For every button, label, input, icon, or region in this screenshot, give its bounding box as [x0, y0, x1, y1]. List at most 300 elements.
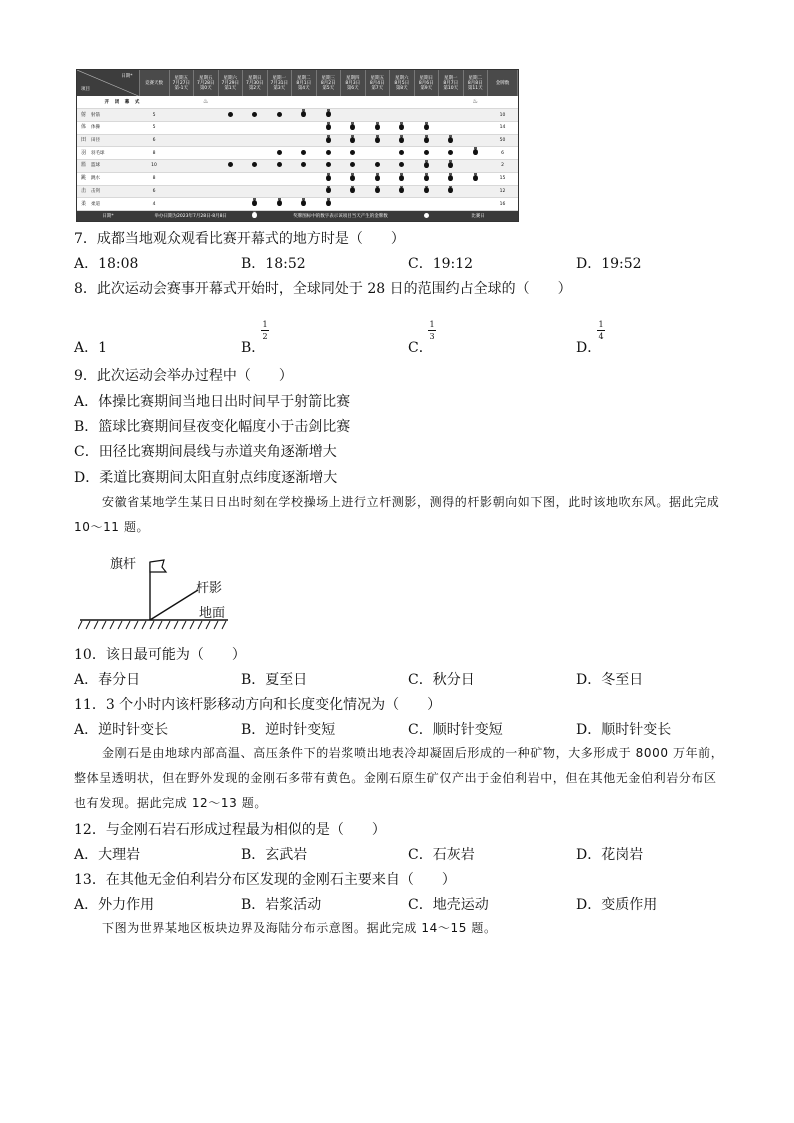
q7-option-b[interactable]: B．18:52 — [241, 256, 306, 272]
sport-icon: 跳 — [81, 175, 87, 182]
date-header-day: 第5天 — [322, 85, 335, 91]
schedule-cell — [390, 121, 415, 134]
q12-option-a[interactable]: A．大理岩 — [74, 847, 141, 863]
sport-medals: 50 — [488, 134, 518, 147]
schedule-cell — [218, 109, 243, 122]
date-header-day: 第9天 — [420, 85, 433, 91]
schedule-cell — [218, 96, 243, 109]
ceremony-icon: ♨ — [203, 98, 209, 106]
sport-medals: 10 — [488, 109, 518, 122]
sport-name-cell — [77, 121, 139, 134]
ground-label: 地面 — [199, 606, 226, 621]
dot-icon — [424, 213, 429, 218]
sport-days: 8 — [139, 172, 169, 185]
date-header-day: 第4天 — [297, 85, 310, 91]
question-7-stem: 7．成都当地观众观看比赛开幕式的地方时是（ ） — [74, 231, 405, 247]
sport-days: 6 — [139, 185, 169, 198]
schedule-cell — [341, 172, 366, 185]
medal-icon — [424, 162, 429, 168]
q8-option-a[interactable]: A．1 — [74, 340, 108, 356]
sport-name-cell — [77, 185, 139, 198]
medal-icon — [473, 175, 478, 181]
schedule-cell — [243, 160, 268, 173]
date-header-date: 8月1日 — [296, 80, 312, 86]
medal-icon — [277, 200, 282, 206]
sport-days: 10 — [139, 160, 169, 173]
sport-medals: 16 — [488, 198, 518, 211]
sport-icon: 射 — [81, 111, 87, 118]
sport-name-cell — [77, 198, 139, 211]
sport-medals: 12 — [488, 185, 518, 198]
medal-icon — [375, 137, 380, 143]
medal-icon — [448, 137, 453, 143]
table-row — [77, 134, 518, 147]
q13-option-a[interactable]: A．外力作用 — [74, 897, 155, 913]
sport-medals: 2 — [488, 160, 518, 173]
schedule-cell — [243, 147, 268, 160]
date-header — [341, 70, 366, 96]
date-header — [365, 70, 390, 96]
schedule-cell — [390, 147, 415, 160]
q7-option-a[interactable]: A．18:08 — [74, 256, 139, 272]
match-day-dot-icon — [350, 150, 355, 155]
schedule-cell — [463, 134, 488, 147]
table-row — [77, 160, 518, 173]
schedule-cell — [390, 172, 415, 185]
schedule-cell — [488, 96, 518, 109]
flagpole-shadow-figure — [78, 548, 230, 632]
event-schedule-table — [76, 69, 519, 222]
schedule-cell — [316, 147, 341, 160]
match-day-dot-icon — [326, 162, 331, 167]
schedule-cell — [292, 172, 317, 185]
schedule-cell — [292, 109, 317, 122]
question-9-stem: 9．此次运动会举办过程中（ ） — [74, 368, 293, 384]
sport-name-cell — [77, 109, 139, 122]
q9-option-c[interactable]: C．田径比赛期间晨线与赤道夹角逐渐增大 — [74, 444, 337, 460]
schedule-cell — [390, 160, 415, 173]
schedule-cell — [267, 185, 292, 198]
q8-option-b[interactable]: B． — [241, 340, 266, 356]
date-header-date: 8月7日 — [443, 80, 459, 86]
schedule-cell — [316, 134, 341, 147]
sport-name: 射箭 — [91, 112, 100, 118]
schedule-cell — [414, 96, 439, 109]
question-11-stem: 11．3 个小时内该杆影移动方向和长度变化情况为（ ） — [74, 697, 442, 713]
sport-name-cell — [77, 134, 139, 147]
medal-icon — [424, 187, 429, 193]
medal-icon — [424, 137, 429, 143]
sport-days: 8 — [139, 147, 169, 160]
match-day-dot-icon — [399, 150, 404, 155]
schedule-cell — [341, 198, 366, 211]
match-day-dot-icon — [252, 112, 257, 117]
q10-option-c[interactable]: C．秋分日 — [408, 672, 475, 688]
schedule-cell — [169, 96, 194, 109]
sport-icon: 体 — [81, 124, 87, 131]
schedule-cell — [169, 134, 194, 147]
sport-medals: 15 — [488, 172, 518, 185]
schedule-cell — [316, 96, 341, 109]
schedule-cell — [414, 147, 439, 160]
schedule-cell — [316, 172, 341, 185]
schedule-cell — [365, 198, 390, 211]
date-header-weekday: 星期五 — [199, 75, 213, 81]
schedule-cell — [292, 198, 317, 211]
sport-icon: 击 — [81, 187, 87, 194]
sport-name: 田径 — [91, 138, 100, 144]
medal-icon — [399, 137, 404, 143]
schedule-cell — [365, 134, 390, 147]
schedule-cell — [243, 109, 268, 122]
schedule-cell — [267, 198, 292, 211]
match-day-dot-icon — [424, 150, 429, 155]
q8-option-d[interactable]: D． — [576, 340, 602, 356]
medal-icon — [350, 124, 355, 130]
schedule-cell — [316, 109, 341, 122]
q11-option-d[interactable]: D．顺时针变长 — [576, 722, 672, 738]
date-header — [218, 70, 243, 96]
schedule-cell — [463, 147, 488, 160]
passage-diamond: 金刚石是由地球内部高温、高压条件下的岩浆喷出地表冷却凝固后形成的一种矿物，大多形成于 8000 万年前，整体呈透明状，但在野外发现的金刚石多带有黄色。金刚石原生矿仅产出于金伯利岩中，但在其他无金伯利岩分布区也有发现。据此完成 12～13 题。 — [74, 746, 724, 810]
date-header — [463, 70, 488, 96]
schedule-cell — [365, 172, 390, 185]
date-header-date: 7月31日 — [270, 80, 289, 86]
date-header-weekday: 星期日 — [248, 75, 262, 81]
q7-option-d[interactable]: D．19:52 — [576, 256, 642, 272]
sport-days: 6 — [139, 134, 169, 147]
sport-name: 体操 — [91, 125, 100, 131]
sport-icon: 田 — [81, 137, 87, 144]
match-day-dot-icon — [228, 112, 233, 117]
date-header-weekday: 星期三 — [321, 75, 335, 81]
sport-days: 5 — [139, 121, 169, 134]
schedule-cell — [194, 160, 219, 173]
match-day-dot-icon — [228, 162, 233, 167]
date-header-date: 7月28日 — [196, 80, 215, 86]
schedule-cell — [243, 121, 268, 134]
q10-option-a[interactable]: A．春分日 — [74, 672, 141, 688]
date-header-date: 7月30日 — [245, 80, 264, 86]
match-day-dot-icon — [301, 162, 306, 167]
schedule-cell — [390, 96, 415, 109]
medal-icon — [424, 175, 429, 181]
q7-option-c[interactable]: C．19:12 — [408, 256, 474, 272]
date-header-date: 8月6日 — [418, 80, 434, 86]
date-header-day: 第7天 — [371, 85, 384, 91]
date-header-day: 第11天 — [467, 85, 483, 91]
sport-name-cell — [77, 172, 139, 185]
date-header — [292, 70, 317, 96]
schedule-cell — [218, 160, 243, 173]
date-header — [194, 70, 219, 96]
schedule-cell — [414, 172, 439, 185]
schedule-cell — [292, 96, 317, 109]
medal-icon — [375, 187, 380, 193]
schedule-cell — [463, 198, 488, 211]
match-day-dot-icon — [301, 150, 306, 155]
schedule-cell — [414, 185, 439, 198]
schedule-cell — [316, 160, 341, 173]
schedule-cell — [243, 185, 268, 198]
date-header-weekday: 星期四 — [346, 75, 360, 81]
medal-icon — [326, 187, 331, 193]
question-13-stem: 13．在其他无金伯利岩分布区发现的金刚石主要来自（ ） — [74, 872, 456, 888]
match-day-dot-icon — [375, 162, 380, 167]
schedule-cell — [194, 172, 219, 185]
schedule-cell — [439, 185, 464, 198]
q9-option-b[interactable]: B．篮球比赛期间昼夜变化幅度小于击剑比赛 — [74, 419, 351, 435]
date-header — [439, 70, 464, 96]
date-header-weekday: 星期六 — [395, 75, 409, 81]
q13-option-b[interactable]: B．岩浆活动 — [241, 897, 322, 913]
schedule-cell — [267, 172, 292, 185]
sport-name-cell — [77, 147, 139, 160]
medal-icon — [399, 124, 404, 130]
schedule-cell — [341, 109, 366, 122]
footer-medal-note: 奖牌图标中的数字表示该项目当天产生的金牌数 — [267, 211, 414, 222]
medal-icon — [399, 175, 404, 181]
date-header-weekday: 星期六 — [223, 75, 237, 81]
medal-icon — [252, 200, 257, 206]
date-header-day: 第1天 — [224, 85, 237, 91]
flagpole-label: 旗杆 — [110, 557, 137, 572]
q12-option-b[interactable]: B．玄武岩 — [241, 847, 308, 863]
match-day-dot-icon — [326, 150, 331, 155]
footer-dot-icon — [414, 211, 439, 222]
schedule-cell — [439, 121, 464, 134]
date-header — [414, 70, 439, 96]
schedule-cell — [390, 185, 415, 198]
passage-plates: 下图为世界某地区板块边界及海陆分布示意图。据此完成 14～15 题。 — [102, 921, 497, 935]
table-row — [77, 185, 518, 198]
schedule-cell — [365, 96, 390, 109]
schedule-cell — [267, 160, 292, 173]
medal-icon — [326, 175, 331, 181]
date-header-weekday: 星期五 — [174, 75, 188, 81]
schedule-cell — [194, 121, 219, 134]
schedule-cell — [267, 109, 292, 122]
medals-header: 金牌数 — [488, 70, 518, 96]
footer-match-day: 比赛日 — [439, 211, 518, 222]
schedule-cell — [439, 109, 464, 122]
schedule-cell — [218, 198, 243, 211]
sport-name: 跳水 — [91, 176, 100, 182]
schedule-cell — [414, 109, 439, 122]
table-row — [77, 147, 518, 160]
schedule-cell — [341, 185, 366, 198]
match-day-dot-icon — [277, 162, 282, 167]
schedule-cell — [390, 109, 415, 122]
footer-date-label: 日期* — [77, 211, 139, 222]
medal-icon — [473, 149, 478, 155]
date-header — [169, 70, 194, 96]
schedule-cell — [439, 160, 464, 173]
schedule-cell — [169, 185, 194, 198]
schedule-cell — [439, 172, 464, 185]
sport-icon: 羽 — [81, 149, 87, 156]
schedule-cell — [365, 109, 390, 122]
schedule-cell — [316, 198, 341, 211]
schedule-cell — [463, 96, 488, 109]
q12-option-d[interactable]: D．花岗岩 — [576, 847, 644, 863]
schedule-cell — [463, 121, 488, 134]
q10-option-d[interactable]: D．冬至日 — [576, 672, 644, 688]
schedule-cell — [292, 121, 317, 134]
schedule-cell — [414, 134, 439, 147]
schedule-cell — [194, 147, 219, 160]
schedule-cell — [218, 134, 243, 147]
schedule-cell — [169, 147, 194, 160]
table-row — [77, 198, 518, 211]
schedule-cell — [463, 172, 488, 185]
sport-name: 羽毛球 — [91, 150, 105, 156]
medal-icon — [350, 175, 355, 181]
sport-icon: 柔 — [81, 200, 87, 207]
date-header-date: 7月29日 — [221, 80, 240, 86]
schedule-cell — [463, 109, 488, 122]
q12-option-c[interactable]: C．石灰岩 — [408, 847, 475, 863]
medal-icon — [375, 124, 380, 130]
schedule-cell — [439, 198, 464, 211]
footer-period: 举办日期为2023年7月28日-8月8日 — [139, 211, 243, 222]
q8-fraction-b: 1 2 — [262, 320, 268, 341]
date-header-weekday: 星期日 — [419, 75, 433, 81]
footer-medal-icon — [243, 211, 268, 222]
schedule-cell — [390, 198, 415, 211]
date-header — [267, 70, 292, 96]
ceremony-label: 开 闭 幕 式 — [77, 96, 169, 109]
schedule-cell — [194, 134, 219, 147]
sport-name: 柔道 — [91, 201, 100, 207]
schedule-cell — [218, 121, 243, 134]
date-header-day: 第2天 — [248, 85, 261, 91]
schedule-cell — [341, 147, 366, 160]
schedule-cell — [218, 172, 243, 185]
table-row — [77, 96, 518, 109]
q9-option-a[interactable]: A．体操比赛期间当地日出时间早于射箭比赛 — [74, 394, 351, 410]
date-header — [316, 70, 341, 96]
date-header-date: 8月3日 — [345, 80, 361, 86]
medal-icon — [301, 200, 306, 206]
date-header-day: 第0天 — [199, 85, 212, 91]
date-header-weekday: 星期二 — [297, 75, 311, 81]
ceremony-icon: ♨ — [472, 98, 478, 106]
schedule-cell — [267, 96, 292, 109]
schedule-cell — [194, 109, 219, 122]
schedule-cell — [292, 147, 317, 160]
table-row — [77, 172, 518, 185]
date-header-day: 第10天 — [443, 85, 459, 91]
q8-fraction-c: 1 3 — [429, 320, 435, 341]
schedule-cell — [194, 96, 219, 109]
schedule-cell — [292, 134, 317, 147]
q13-option-d[interactable]: D．变质作用 — [576, 897, 658, 913]
match-day-dot-icon — [277, 150, 282, 155]
schedule-cell — [243, 134, 268, 147]
question-12-stem: 12．与金刚石岩石形成过程最为相似的是（ ） — [74, 822, 386, 838]
medal-icon — [399, 187, 404, 193]
medal-icon — [448, 162, 453, 168]
schedule-cell — [169, 198, 194, 211]
medal-icon — [448, 175, 453, 181]
date-header-weekday: 星期二 — [468, 75, 482, 81]
sport-days: 5 — [139, 109, 169, 122]
passage-shadow: 安徽省某地学生某日日出时刻在学校操场上进行立杆测影，测得的杆影朝向如下图，此时该地吹东风。据此完成 10～11 题。 — [74, 495, 720, 534]
sport-days: 4 — [139, 198, 169, 211]
shadow-label: 杆影 — [196, 581, 223, 596]
q11-option-b[interactable]: B．逆时针变短 — [241, 722, 336, 738]
schedule-cell — [169, 160, 194, 173]
schedule-cell — [169, 109, 194, 122]
date-header-day: 第6天 — [346, 85, 359, 91]
date-header — [390, 70, 415, 96]
schedule-cell — [316, 185, 341, 198]
corner-date-label: 日期* — [121, 74, 133, 79]
match-day-dot-icon — [252, 162, 257, 167]
date-header-day: 第3天 — [273, 85, 286, 91]
schedule-cell — [341, 96, 366, 109]
date-header-date: 8月5日 — [394, 80, 410, 86]
schedule-cell — [414, 121, 439, 134]
date-header-day: 第8天 — [395, 85, 408, 91]
table-corner-header — [77, 70, 139, 96]
match-day-dot-icon — [399, 162, 404, 167]
match-day-dot-icon — [350, 162, 355, 167]
schedule-cell — [365, 121, 390, 134]
date-header — [243, 70, 268, 96]
schedule-cell — [292, 185, 317, 198]
medal-icon — [326, 111, 331, 117]
match-day-dot-icon — [277, 112, 282, 117]
sport-name: 篮球 — [91, 163, 100, 169]
q13-option-c[interactable]: C．地壳运动 — [408, 897, 489, 913]
medal-icon — [326, 137, 331, 143]
date-header-date: 7月27日 — [172, 80, 191, 86]
q11-option-c[interactable]: C．顺时针变短 — [408, 722, 503, 738]
sport-name-cell — [77, 160, 139, 173]
medal-icon — [424, 124, 429, 130]
schedule-cell — [463, 185, 488, 198]
q11-option-a[interactable]: A．逆时针变长 — [74, 722, 169, 738]
date-header-date: 8月4日 — [369, 80, 385, 86]
medal-icon — [350, 137, 355, 143]
schedule-cell — [341, 121, 366, 134]
schedule-cell — [267, 147, 292, 160]
medal-icon — [448, 187, 453, 193]
date-header-weekday: 星期一 — [444, 75, 458, 81]
schedule-cell — [365, 185, 390, 198]
question-10-stem: 10．该日最可能为（ ） — [74, 647, 246, 663]
q8-option-c[interactable]: C． — [408, 340, 433, 356]
schedule-cell — [218, 147, 243, 160]
schedule-cell — [365, 160, 390, 173]
sport-medals: 6 — [488, 147, 518, 160]
schedule-cell — [169, 172, 194, 185]
q9-option-d[interactable]: D．柔道比赛期间太阳直射点纬度逐渐增大 — [74, 470, 338, 486]
schedule-cell — [414, 160, 439, 173]
date-header-weekday: 星期五 — [370, 75, 384, 81]
q10-option-b[interactable]: B．夏至日 — [241, 672, 308, 688]
schedule-cell — [341, 134, 366, 147]
match-day-dot-icon — [448, 150, 453, 155]
schedule-cell — [316, 121, 341, 134]
date-header-day: 第-1天 — [174, 85, 188, 91]
schedule-cell — [243, 96, 268, 109]
medal-icon — [326, 200, 331, 206]
schedule-cell — [439, 96, 464, 109]
corner-item-label: 项目 — [81, 87, 90, 92]
